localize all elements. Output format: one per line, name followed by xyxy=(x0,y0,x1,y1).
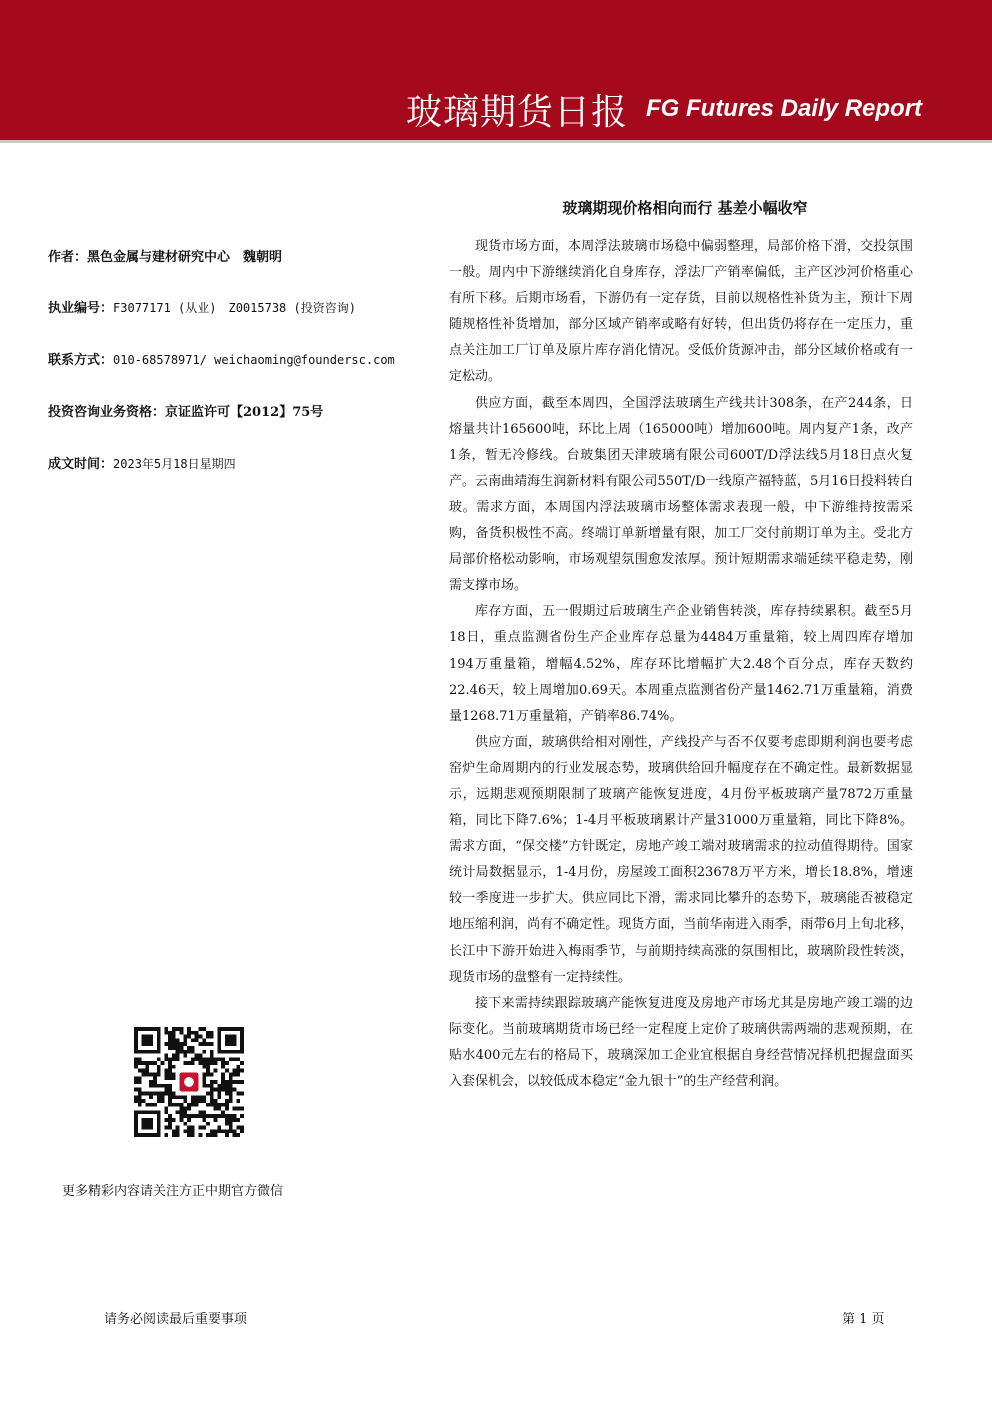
header-divider xyxy=(0,140,992,143)
qualification-line xyxy=(48,401,438,420)
qr-finder-top-left xyxy=(134,1027,161,1054)
paragraph-supply-demand: 供应方面，玻璃供给相对刚性，产线投产与否不仅要考虑即期利润也要考虑窑炉生命周期内的行业发展态势，玻璃供给回升幅度存在不确定性。最新数据显示，远期悲观预期限制了玻璃产能恢复进度，4月份平板玻璃产量7872万重量箱，同比下降7.6%；1-4月平板玻璃累计产量31000万重量箱，同比下降8%。需求方面，“保交楼”方针既定，房地产竣工端对玻璃需求的拉动值得期待。国家统计局数据显示，1-4月份，房屋竣工面积23678万平方米，增长18.8%，增速较一季度进一步扩大。供应同比下滑，需求同比攀升的态势下，玻璃能否被稳定地压缩利润，尚有不确定性。现货方面，当前华南进入雨季，雨带6月上旬北移，长江中下游开始进入梅雨季节，与前期持续高涨的氛围相比，玻璃阶段性转淡，现货市场的盘整有一定持续性。 xyxy=(449,734,913,985)
page-number: 第 1 页 xyxy=(842,1312,885,1327)
author-line xyxy=(48,246,438,265)
author-label: 作者： xyxy=(48,250,88,265)
paragraph-outlook: 接下来需持续跟踪玻璃产能恢复进度及房地产市场尤其是房地产竣工端的边际变化。当前玻璃期货市场已经一定程度上定价了玻璃供需两端的悲观预期，在贴水400元左右的格局下，玻璃深加工企业宜根据自身经营情况择机把握盘面买入套保机会，以较低成本稳定“金九银十”的生产经营利润。 xyxy=(449,995,913,1089)
header-banner xyxy=(0,0,992,140)
qr-caption: 更多精彩内容请关注方正中期官方微信 xyxy=(62,1184,284,1199)
qualification-value: 京证监许可【2012】75号 xyxy=(165,405,324,420)
license-line xyxy=(48,297,438,316)
qr-finder-top-right xyxy=(217,1027,244,1054)
date-label: 成文时间： xyxy=(48,457,114,472)
footer-notice: 请务必阅读最后重要事项 xyxy=(104,1312,248,1327)
wechat-qr-code xyxy=(134,1027,244,1137)
qualification-label: 投资咨询业务资格： xyxy=(48,405,166,420)
report-title-en: FG Futures Daily Report xyxy=(646,95,923,122)
contact-value: 010-68578971/ weichaoming@foundersc.com xyxy=(113,353,395,367)
contact-label: 联系方式： xyxy=(48,353,114,368)
qr-finder-bottom-left xyxy=(134,1110,161,1137)
paragraph-inventory: 库存方面，五一假期过后玻璃生产企业销售转淡，库存持续累积。截至5月18日，重点监测省份生产企业库存总量为4484万重量箱，较上周四库存增加194万重量箱，增幅4.52%，库存环比增幅扩大2.48个百分点，库存天数约22.46天，较上周增加0.69天。本周重点监测省份产量1462.71万重量箱，消费量1268.71万重量箱，产销率86.74%。 xyxy=(449,604,913,724)
date-value: 2023年5月18日星期四 xyxy=(113,457,236,471)
paragraph-spot-market: 现货市场方面，本周浮法玻璃市场稳中偏弱整理，局部价格下滑，交投氛围一般。周内中下游继续消化自身库存，浮法厂产销率偏低，主产区沙河价格重心有所下移。后期市场看，下游仍有一定存货，目前以规格性补货为主，预计下周随规格性补货增加，部分区域产销率或略有好转，但出货仍将存在一定压力，重点关注加工厂订单及原片库存消化情况。受低价货源冲击，部分区域价格或有一定松动。 xyxy=(449,239,913,385)
contact-line xyxy=(48,349,438,368)
license-value: F3077171 (从业) Z0015738 (投资咨询) xyxy=(113,301,356,315)
date-line xyxy=(48,453,438,472)
license-label: 执业编号： xyxy=(48,301,114,316)
article-body xyxy=(449,234,913,1095)
author-value: 黑色金属与建材研究中心 魏朝明 xyxy=(87,250,283,265)
report-title-cn: 玻璃期货日报 xyxy=(406,92,629,133)
article-headline: 玻璃期现价格相向而行 基差小幅收窄 xyxy=(562,199,808,217)
paragraph-supply: 供应方面，截至本周四，全国浮法玻璃生产线共计308条，在产244条，日熔量共计165600吨，环比上周（165000吨）增加600吨。周内复产1条，改产1条，暂无冷修线。台玻集团天津玻璃有限公司600T/D浮法线5月18日点火复产。云南曲靖海生润新材料有限公司550T/D一线原产福特蓝，5月16日投料转白玻。需求方面，本周国内浮法玻璃市场整体需求表现一般，中下游维持按需采购，备货积极性不高。终端订单新增量有限，加工厂交付前期订单为主。受北方局部价格松动影响，市场观望氛围愈发浓厚。预计短期需求端延续平稳走势，刚需支撑市场。 xyxy=(449,395,913,594)
